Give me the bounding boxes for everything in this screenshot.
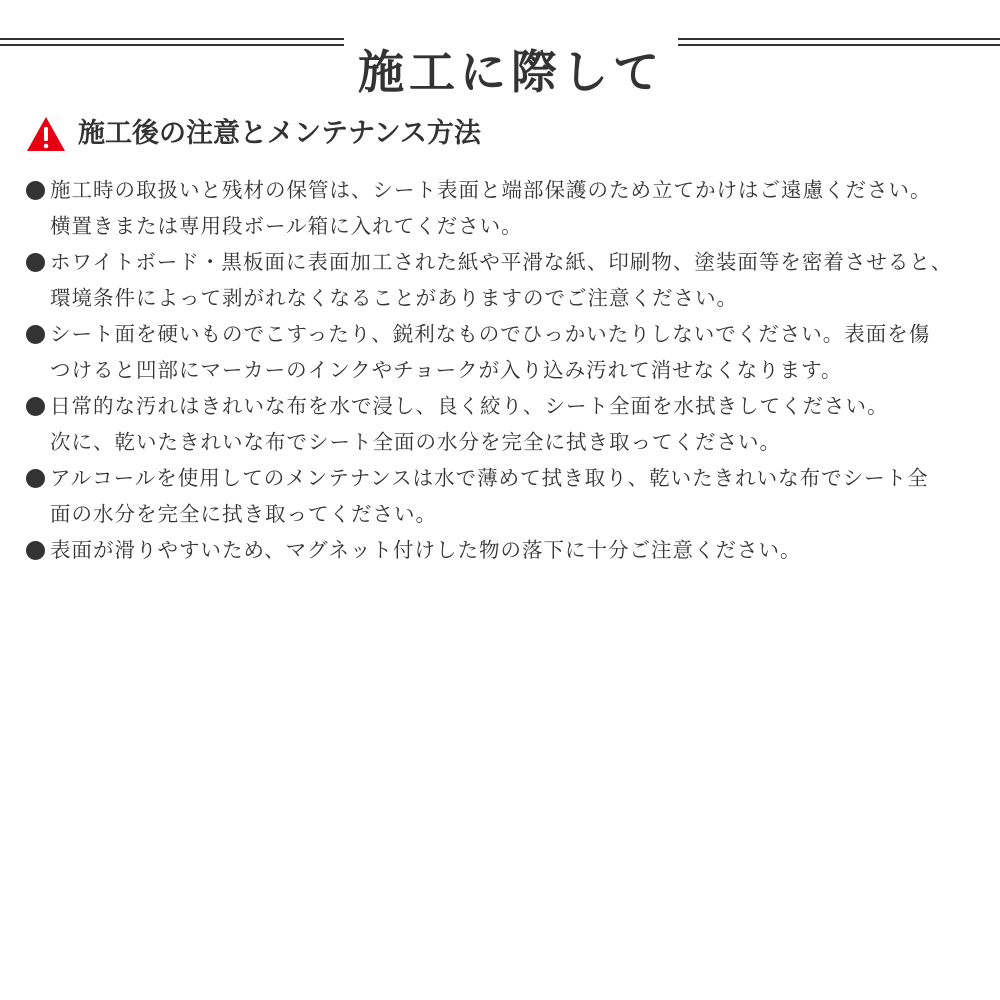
header-double-rule-left xyxy=(0,37,344,47)
notice-line: 横置きまたは専用段ボール箱に入れてください。 xyxy=(50,214,523,238)
notice-item xyxy=(24,460,994,532)
bullet-icon xyxy=(26,181,45,200)
warning-exclamation-dot xyxy=(44,144,49,149)
notice-item xyxy=(24,316,994,388)
notice-item xyxy=(24,532,994,568)
notice-item xyxy=(24,244,994,316)
bullet-icon xyxy=(26,325,45,344)
notice-line: ホワイトボード・黒板面に表面加工された紙や平滑な紙、印刷物、塗装面等を密着させると、 xyxy=(50,250,953,274)
header-double-rule-right xyxy=(678,37,1000,47)
notice-line: 面の水分を完全に拭き取ってください。 xyxy=(50,502,437,526)
notice-line: 日常的な汚れはきれいな布を水で浸し、良く絞り、シート全面を水拭きしてください。 xyxy=(50,394,889,418)
notice-line: アルコールを使用してのメンテナンスは水で薄めて拭き取り、乾いたきれいな布でシート全 xyxy=(50,466,929,490)
notice-line: 環境条件によって剥がれなくなることがありますのでご注意ください。 xyxy=(50,286,738,310)
notice-item xyxy=(24,172,994,244)
notice-line: 次に、乾いたきれいな布でシート全面の水分を完全に拭き取ってください。 xyxy=(50,430,781,454)
section-title: 施工後の注意とメンテナンス方法 xyxy=(78,118,481,149)
page-header xyxy=(0,0,1000,99)
section-heading xyxy=(26,112,481,156)
notice-line: 表面が滑りやすいため、マグネット付けした物の落下に十分ご注意ください。 xyxy=(50,538,802,562)
warning-exclamation-bar xyxy=(44,127,48,141)
bullet-icon xyxy=(26,541,45,560)
notice-list xyxy=(24,172,994,568)
bullet-icon xyxy=(26,253,45,272)
notice-line: シート面を硬いものでこすったり、鋭利なものでひっかいたりしないでください。表面を傷 xyxy=(50,322,931,346)
bullet-icon xyxy=(26,397,45,416)
notice-line: つけると凹部にマーカーのインクやチョークが入り込み汚れて消せなくなります。 xyxy=(50,358,843,382)
page-title: 施工に際して xyxy=(358,44,664,99)
warning-icon xyxy=(26,116,66,152)
notice-line: 施工時の取扱いと残材の保管は、シート表面と端部保護のため立てかけはご遠慮ください。 xyxy=(50,178,932,202)
notice-item xyxy=(24,388,994,460)
bullet-icon xyxy=(26,469,45,488)
